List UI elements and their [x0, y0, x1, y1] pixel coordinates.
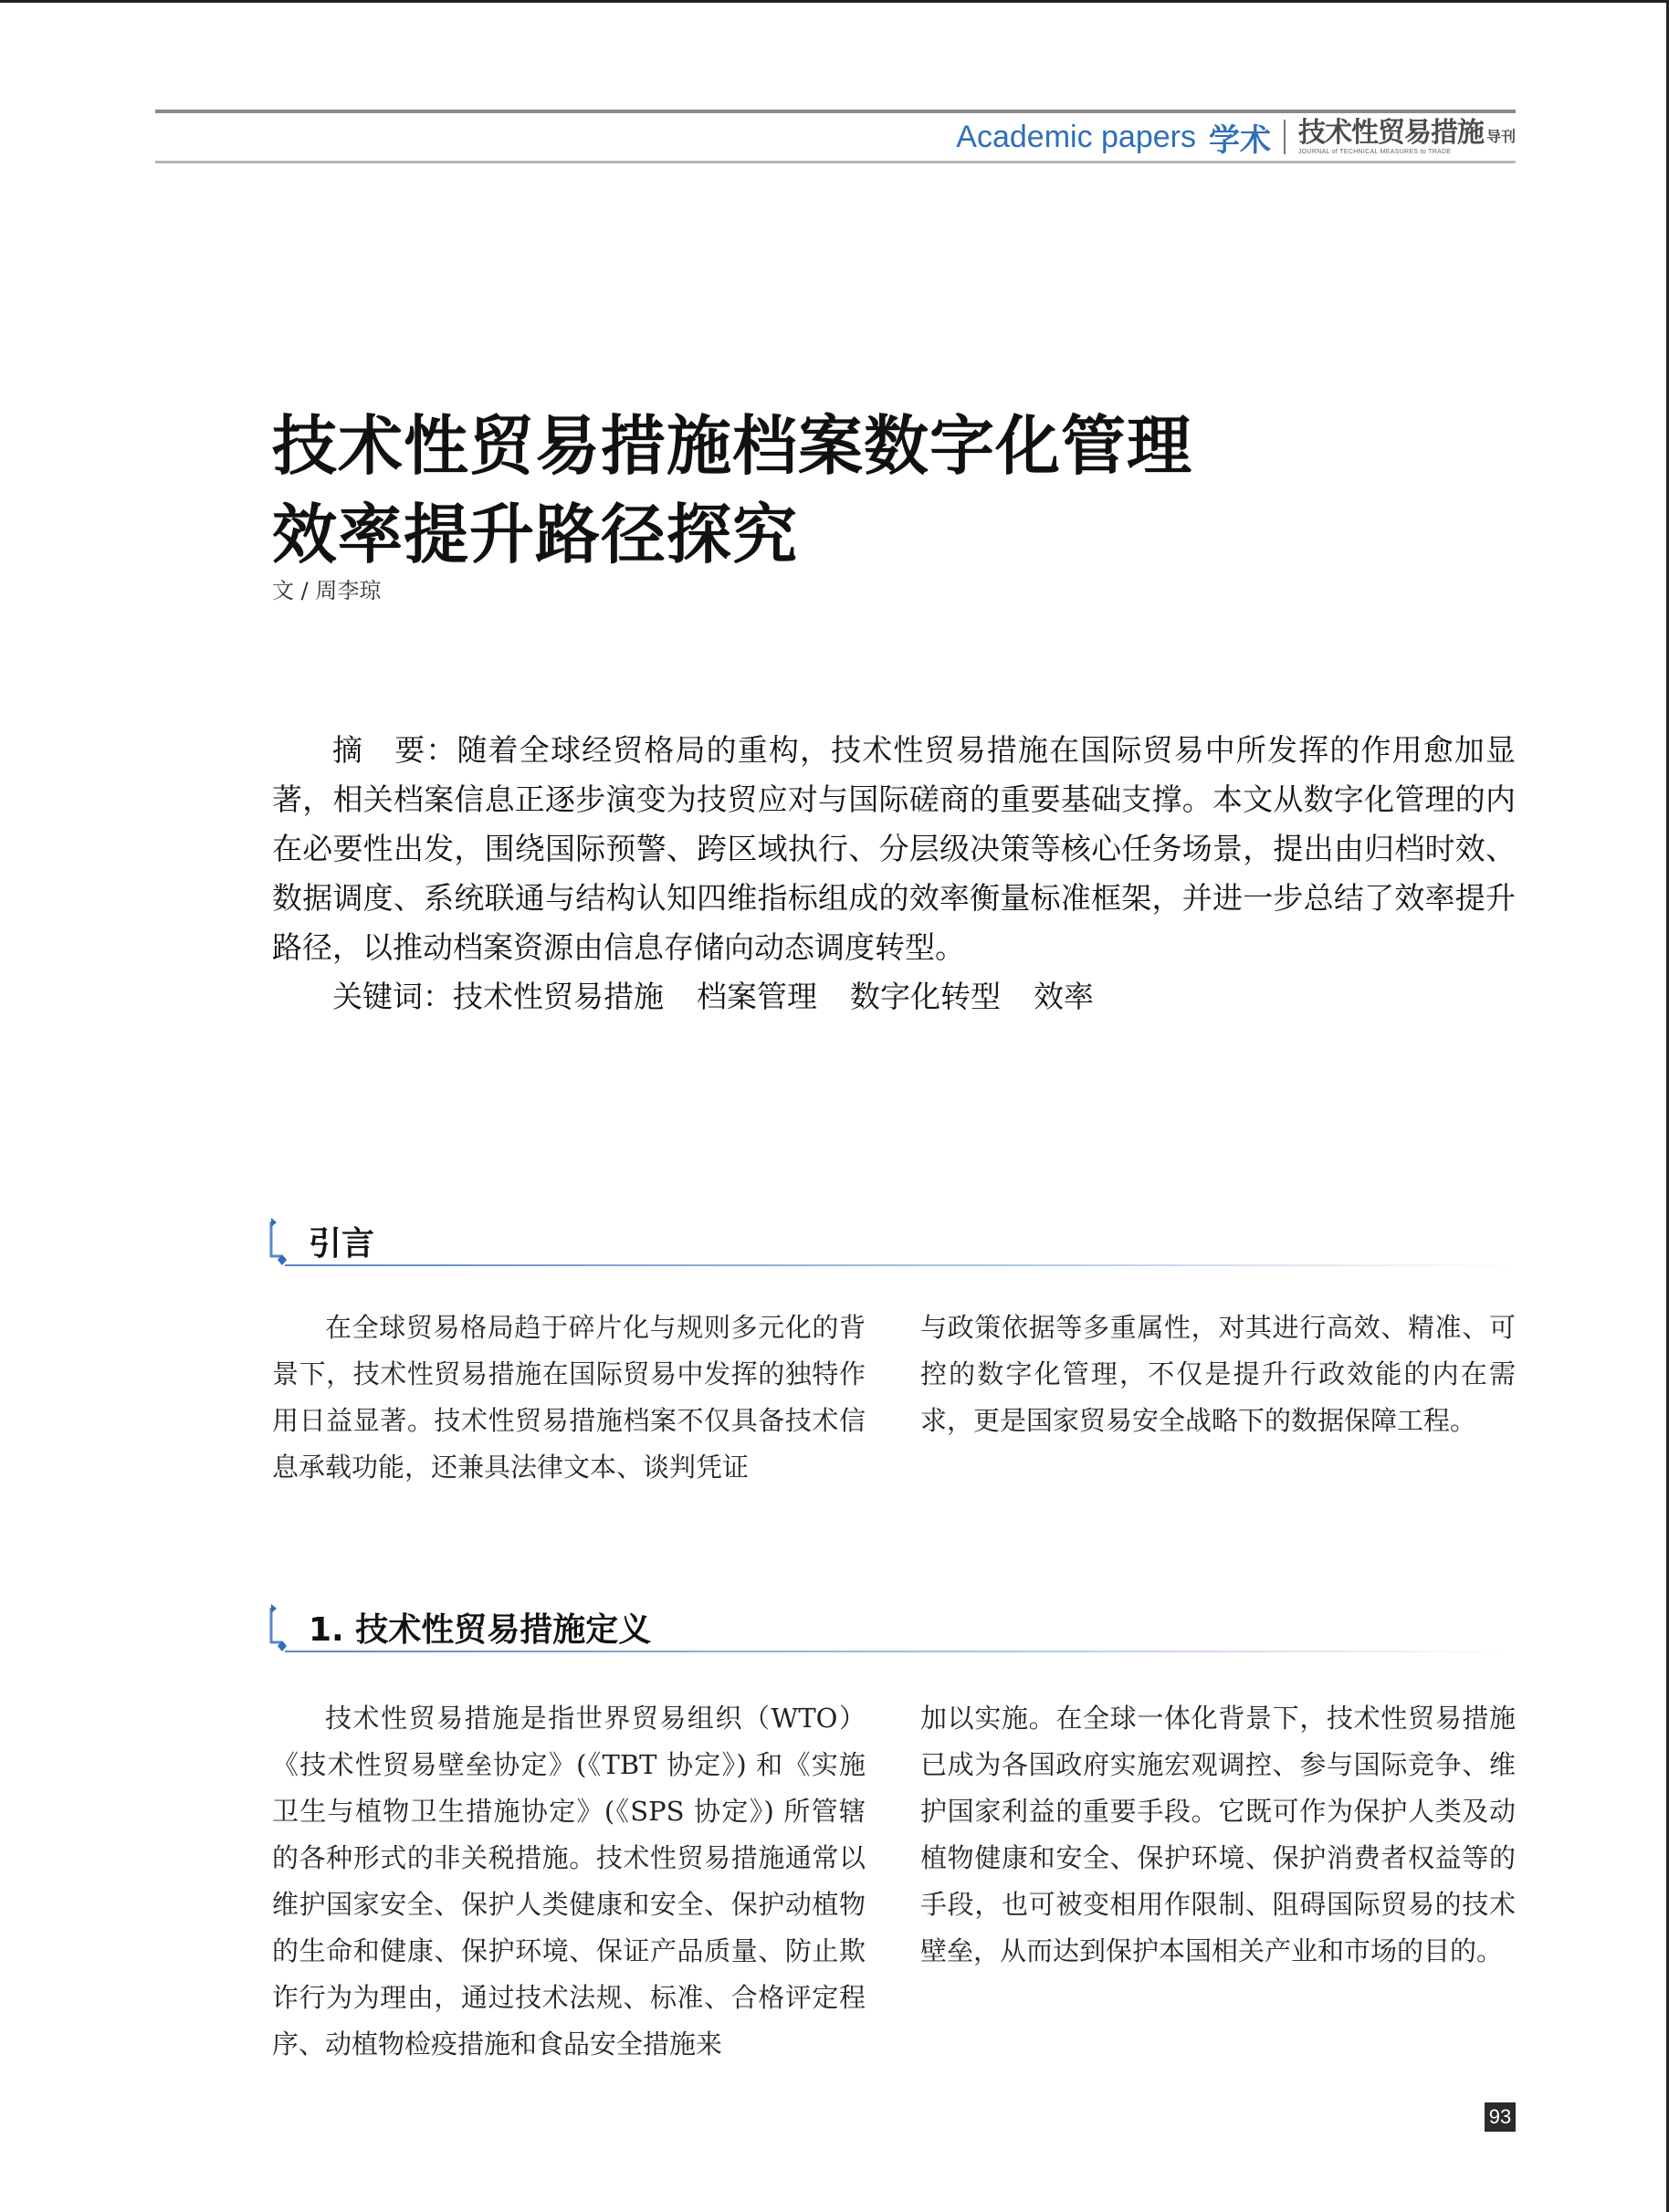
abstract-text: 摘 要：随着全球经贸格局的重构，技术性贸易措施在国际贸易中所发挥的作用愈加显著，相关档案信息正逐步演变为技贸应对与国际磋商的重要基础支撑。本文从数字化管理的内在必要性出发，围绕国际预警、跨区域执行、分层级决策等核心任务场景，提出由归档时效、数据调度、系统联通与结构认知四维指标组成的效率衡量标准框架，并进一步总结了效率提升路径，以推动档案资源由信息存储向动态调度转型。	[272, 732, 1516, 965]
keywords-label: 关键词：	[332, 979, 453, 1014]
keywords-line	[272, 972, 1516, 1022]
section-title: 引言	[309, 1225, 375, 1263]
section-title: 1. 技术性贸易措施定义	[309, 1611, 652, 1649]
intro-column-right	[920, 1305, 1516, 1444]
keyword: 技术性贸易措施	[453, 979, 664, 1014]
page-top-border	[0, 0, 1669, 3]
section-underline	[285, 1651, 1517, 1652]
keyword: 效率	[1034, 979, 1094, 1014]
keyword: 档案管理	[697, 979, 817, 1014]
journal-name: 技术性贸易措施	[1297, 116, 1484, 149]
article-title-line-1: 技术性贸易措施档案数字化管理	[272, 408, 1193, 484]
journal-suffix: 导刊	[1485, 127, 1516, 145]
intro-paragraph-left: 在全球贸易格局趋于碎片化与规则多元化的背景下，技术性贸易措施在国际贸易中发挥的独特作用日益显著。技术性贸易措施档案不仅具备技术信息承载功能，还兼具法律文本、谈判凭证	[272, 1312, 866, 1483]
journal-logo	[1297, 116, 1516, 156]
definition-column-left	[272, 1695, 866, 2068]
article-title	[272, 402, 1192, 579]
section-heading-definition	[268, 1602, 1519, 1657]
journal-name-en: JOURNAL of TECHNICAL MEASURES to TRADE	[1297, 148, 1452, 155]
intro-paragraph-right: 与政策依据等多重属性，对其进行高效、精准、可控的数字化管理，不仅是提升行政效能的内在需求，更是国家贸易安全战略下的数据保障工程。	[920, 1312, 1516, 1436]
running-header	[956, 117, 1516, 157]
section-underline	[285, 1264, 1517, 1266]
article-author: 文 / 周李琼	[272, 578, 382, 603]
intro-column-left	[272, 1305, 866, 1491]
definition-paragraph-left: 技术性贸易措施是指世界贸易组织（WTO）《技术性贸易壁垒协定》(《TBT 协定》) 和《实施卫生与植物卫生措施协定》(《SPS 协定》) 所管辖的各种形式的非关税措施。技术性贸易措施通常以维护国家安全、保护人类健康和安全、保护动植物的生命和健康、保护环境、保证产品质量、防止欺诈行为为理由，通过技术法规、标准、合格评定程序、动植物检疫措施和食品安全措施来	[272, 1703, 866, 2060]
page-number: 93	[1485, 2102, 1516, 2132]
keyword: 数字化转型	[850, 979, 1001, 1014]
header-rule-bottom	[155, 161, 1516, 163]
section-heading-introduction	[268, 1216, 1519, 1271]
section-bracket-icon	[268, 1216, 296, 1267]
abstract-block	[272, 726, 1516, 1022]
definition-column-right	[920, 1695, 1516, 1975]
header-separator	[1284, 120, 1286, 154]
header-section-cn: 学术	[1208, 121, 1271, 159]
header-section-en: Academic papers	[956, 119, 1196, 154]
header-rule-top	[155, 110, 1516, 113]
article-title-line-2: 效率提升路径探究	[272, 497, 799, 572]
definition-paragraph-right: 加以实施。在全球一体化背景下，技术性贸易措施已成为各国政府实施宏观调控、参与国际竞争、维护国家利益的重要手段。它既可作为保护人类及动植物健康和安全、保护环境、保护消费者权益等的手段，也可被变相用作限制、阻碍国际贸易的技术壁垒，从而达到保护本国相关产业和市场的目的。	[920, 1703, 1516, 1966]
section-bracket-icon	[268, 1602, 296, 1653]
